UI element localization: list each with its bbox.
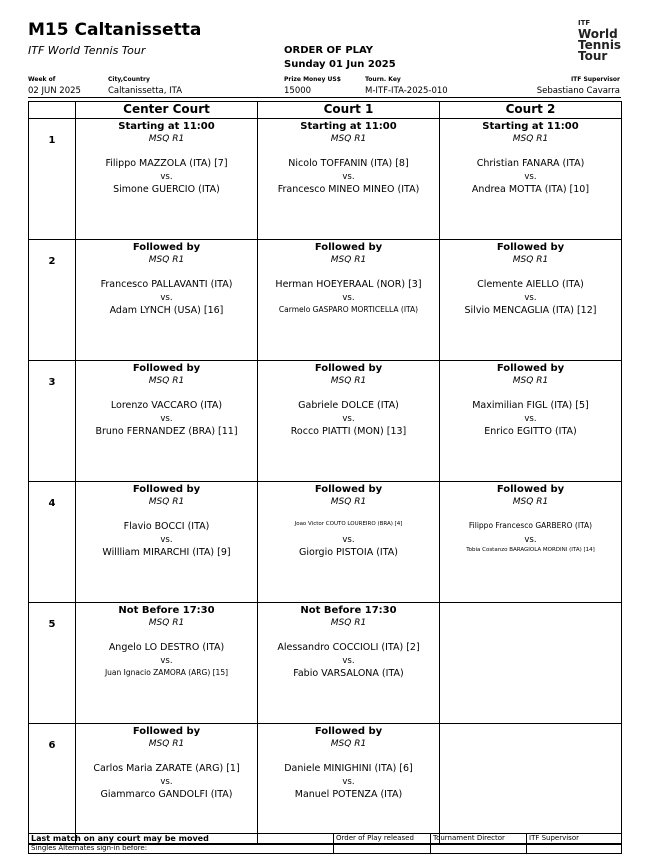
player-one: Daniele MINIGHINI (ITA) [6]	[284, 763, 413, 774]
match-time	[440, 726, 621, 739]
match-round: MSQ R1	[330, 497, 367, 507]
match-time: Followed by	[314, 242, 383, 253]
tournament-title: M15 Caltanissetta	[28, 20, 202, 40]
match-time: Followed by	[496, 363, 565, 374]
court-header-center: Center Court	[76, 102, 258, 119]
court-header-court-2: Court 2	[440, 102, 622, 119]
match-card	[440, 484, 621, 602]
court-header-court-1: Court 1	[258, 102, 440, 119]
player-one	[440, 642, 621, 656]
tourn-key-value: M-ITF-ITA-2025-010	[365, 86, 448, 96]
match-cell-court-1	[258, 482, 440, 603]
row-number-label: 5	[48, 619, 56, 630]
match-round: MSQ R1	[148, 618, 185, 628]
match-cell-center-court	[76, 361, 258, 482]
match-card	[258, 363, 439, 481]
row-number	[29, 361, 76, 482]
logo-itf-text: ITF	[578, 19, 591, 27]
match-card	[440, 242, 621, 360]
match-cell-court-2	[440, 724, 622, 845]
match-round: MSQ R1	[330, 134, 367, 144]
play-date: Sunday 01 Jun 2025	[284, 59, 396, 70]
match-card	[258, 726, 439, 844]
row-number-label: 3	[48, 377, 56, 388]
versus-label: vs.	[160, 414, 173, 424]
match-round	[440, 739, 621, 753]
versus-label: vs.	[160, 293, 173, 303]
logo-line-1: World	[578, 27, 618, 41]
match-time: Followed by	[132, 484, 201, 495]
match-round: MSQ R1	[512, 255, 549, 265]
match-time: Followed by	[132, 726, 201, 737]
schedule-body	[29, 119, 622, 845]
match-time: Followed by	[496, 484, 565, 495]
versus-label: vs.	[342, 414, 355, 424]
match-card	[76, 363, 257, 481]
player-two: Rocco PIATTI (MON) [13]	[290, 426, 407, 437]
match-time: Not Before 17:30	[118, 605, 215, 616]
city-value: Caltanissetta, ITA	[108, 86, 183, 96]
player-one: Maximilian FIGL (ITA) [5]	[472, 400, 589, 411]
player-one: Filippo Francesco GARBERO (ITA)	[468, 521, 593, 530]
last-match-note: Last match on any court may be moved	[29, 834, 334, 844]
player-two: Carmelo GASPARO MORTICELLA (ITA)	[278, 305, 419, 314]
versus-label: vs.	[524, 414, 537, 424]
match-cell-center-court	[76, 482, 258, 603]
week-label: Week of	[28, 76, 56, 83]
match-cell-court-1	[258, 361, 440, 482]
player-two: Adam LYNCH (USA) [16]	[109, 305, 224, 316]
versus-label: vs.	[524, 172, 537, 182]
match-cell-court-1	[258, 119, 440, 240]
row-number	[29, 119, 76, 240]
match-time: Followed by	[132, 242, 201, 253]
footer-table	[28, 833, 622, 854]
versus-label: vs.	[160, 535, 173, 545]
prize-value: 15000	[284, 86, 312, 96]
match-time: Not Before 17:30	[300, 605, 397, 616]
row-number-header	[29, 102, 76, 119]
match-round: MSQ R1	[330, 255, 367, 265]
match-time	[440, 605, 621, 618]
player-one	[440, 763, 621, 777]
header-divider	[28, 97, 621, 98]
player-two: Simone GUERCIO (ITA)	[113, 184, 220, 195]
versus-label: vs.	[524, 293, 537, 303]
player-one: Christian FANARA (ITA)	[476, 158, 585, 169]
itf-world-tennis-tour-logo	[578, 18, 628, 62]
match-cell-court-1	[258, 603, 440, 724]
match-cell-court-2	[440, 603, 622, 724]
match-time: Starting at 11:00	[482, 121, 579, 132]
tour-subtitle: ITF World Tennis Tour	[28, 44, 146, 57]
player-one: Nicolo TOFFANIN (ITA) [8]	[288, 158, 409, 169]
versus-label: vs.	[160, 777, 173, 787]
versus-label: vs.	[160, 172, 173, 182]
match-card	[76, 484, 257, 602]
match-round: MSQ R1	[512, 376, 549, 386]
match-card	[440, 363, 621, 481]
match-time: Followed by	[132, 363, 201, 374]
player-two: Manuel POTENZA (ITA)	[294, 789, 403, 800]
alternates-signin-label: Singles Alternates sign-in before:	[29, 844, 334, 854]
schedule-row	[29, 361, 622, 482]
player-one: Joao Victor COUTO LOUREIRO (BRA) [4]	[294, 521, 403, 527]
player-one: Alessandro COCCIOLI (ITA) [2]	[277, 642, 420, 653]
versus-label: vs.	[342, 777, 355, 787]
match-round: MSQ R1	[330, 739, 367, 749]
match-time: Followed by	[496, 242, 565, 253]
match-time: Starting at 11:00	[300, 121, 397, 132]
schedule-row	[29, 724, 622, 845]
player-one: Filippo MAZZOLA (ITA) [7]	[105, 158, 228, 169]
match-time: Followed by	[314, 484, 383, 495]
tourn-key-label: Tourn. Key	[365, 76, 401, 83]
player-two: Tobia Costanzo BARAGIOLA MORDINI (ITA) [14]	[466, 547, 595, 553]
match-cell-court-2	[440, 240, 622, 361]
player-two: Fabio VARSALONA (ITA)	[293, 668, 404, 679]
order-released-label: Order of Play released	[334, 834, 431, 844]
match-card	[440, 605, 621, 723]
player-two: Silvio MENCAGLIA (ITA) [12]	[464, 305, 597, 316]
row-number-label: 4	[48, 498, 56, 509]
match-card	[258, 605, 439, 723]
row-number	[29, 724, 76, 845]
row-number	[29, 603, 76, 724]
itf-supervisor-label: ITF Supervisor	[527, 834, 622, 844]
match-round: MSQ R1	[148, 134, 185, 144]
match-card	[440, 726, 621, 844]
row-number	[29, 240, 76, 361]
player-two: Francesco MINEO MINEO (ITA)	[277, 184, 420, 195]
itf-supervisor-value	[527, 844, 622, 854]
player-one: Lorenzo VACCARO (ITA)	[110, 400, 223, 411]
row-number-label: 6	[48, 740, 56, 751]
supervisor-label: ITF Supervisor	[570, 76, 620, 83]
match-card	[258, 121, 439, 239]
match-time: Starting at 11:00	[118, 121, 215, 132]
match-round: MSQ R1	[512, 497, 549, 507]
match-card	[76, 242, 257, 360]
match-card	[76, 726, 257, 844]
versus-label: vs.	[342, 293, 355, 303]
week-value: 02 JUN 2025	[28, 86, 81, 96]
player-two	[440, 668, 621, 682]
match-round: MSQ R1	[512, 134, 549, 144]
versus-label: vs.	[342, 535, 355, 545]
logo-line-3: Tour	[578, 49, 608, 63]
match-cell-court-1	[258, 724, 440, 845]
row-number	[29, 482, 76, 603]
match-card	[440, 121, 621, 239]
court-header-row	[29, 102, 622, 119]
player-two	[440, 789, 621, 803]
match-round: MSQ R1	[330, 618, 367, 628]
city-label: City,Country	[108, 76, 150, 83]
supervisor-value: Sebastiano Cavarra	[536, 86, 620, 96]
versus-label: vs.	[342, 172, 355, 182]
match-card	[76, 121, 257, 239]
versus-label: vs.	[524, 535, 537, 545]
row-number-label: 1	[48, 135, 56, 146]
match-round: MSQ R1	[148, 497, 185, 507]
player-two: Willliam MIRARCHI (ITA) [9]	[102, 547, 231, 558]
player-one: Flavio BOCCI (ITA)	[123, 521, 210, 532]
player-two: Enrico EGITTO (ITA)	[484, 426, 577, 437]
match-card	[258, 242, 439, 360]
player-one: Herman HOEYERAAL (NOR) [3]	[275, 279, 422, 290]
match-card	[76, 605, 257, 723]
schedule-row	[29, 119, 622, 240]
schedule-row	[29, 482, 622, 603]
player-one: Clemente AIELLO (ITA)	[477, 279, 584, 290]
match-time: Followed by	[314, 726, 383, 737]
player-one: Carlos Maria ZARATE (ARG) [1]	[93, 763, 240, 774]
match-cell-court-1	[258, 240, 440, 361]
player-one: Gabriele DOLCE (ITA)	[298, 400, 399, 411]
match-cell-center-court	[76, 724, 258, 845]
player-two: Andrea MOTTA (ITA) [10]	[471, 184, 590, 195]
player-two: Giammarco GANDOLFI (ITA)	[100, 789, 233, 800]
match-card	[258, 484, 439, 602]
match-round: MSQ R1	[148, 376, 185, 386]
match-cell-court-2	[440, 119, 622, 240]
player-two: Bruno FERNANDEZ (BRA) [11]	[95, 426, 238, 437]
player-one: Angelo LO DESTRO (ITA)	[108, 642, 225, 653]
player-two: Giorgio PISTOIA (ITA)	[299, 547, 398, 558]
match-round: MSQ R1	[330, 376, 367, 386]
player-one: Francesco PALLAVANTI (ITA)	[100, 279, 233, 290]
schedule-row	[29, 603, 622, 724]
order-released-value	[334, 844, 431, 854]
match-cell-court-2	[440, 482, 622, 603]
versus-label	[440, 656, 621, 668]
match-cell-center-court	[76, 603, 258, 724]
match-cell-center-court	[76, 119, 258, 240]
match-cell-court-2	[440, 361, 622, 482]
versus-label	[440, 777, 621, 789]
schedule-row	[29, 240, 622, 361]
tournament-director-value	[431, 844, 527, 854]
versus-label: vs.	[160, 656, 173, 666]
player-two: Juan Ignacio ZAMORA (ARG) [15]	[104, 668, 229, 677]
match-round	[440, 618, 621, 632]
row-number-label: 2	[48, 256, 56, 267]
order-of-play-grid	[28, 101, 622, 845]
tournament-director-label: Tournament Director	[431, 834, 527, 844]
match-time: Followed by	[314, 363, 383, 374]
prize-label: Prize Money US$	[284, 76, 341, 83]
versus-label: vs.	[342, 656, 355, 666]
match-round: MSQ R1	[148, 739, 185, 749]
order-of-play-heading: ORDER OF PLAY	[284, 45, 374, 56]
match-round: MSQ R1	[148, 255, 185, 265]
match-cell-center-court	[76, 240, 258, 361]
logo-line-2: Tennis	[578, 38, 622, 52]
